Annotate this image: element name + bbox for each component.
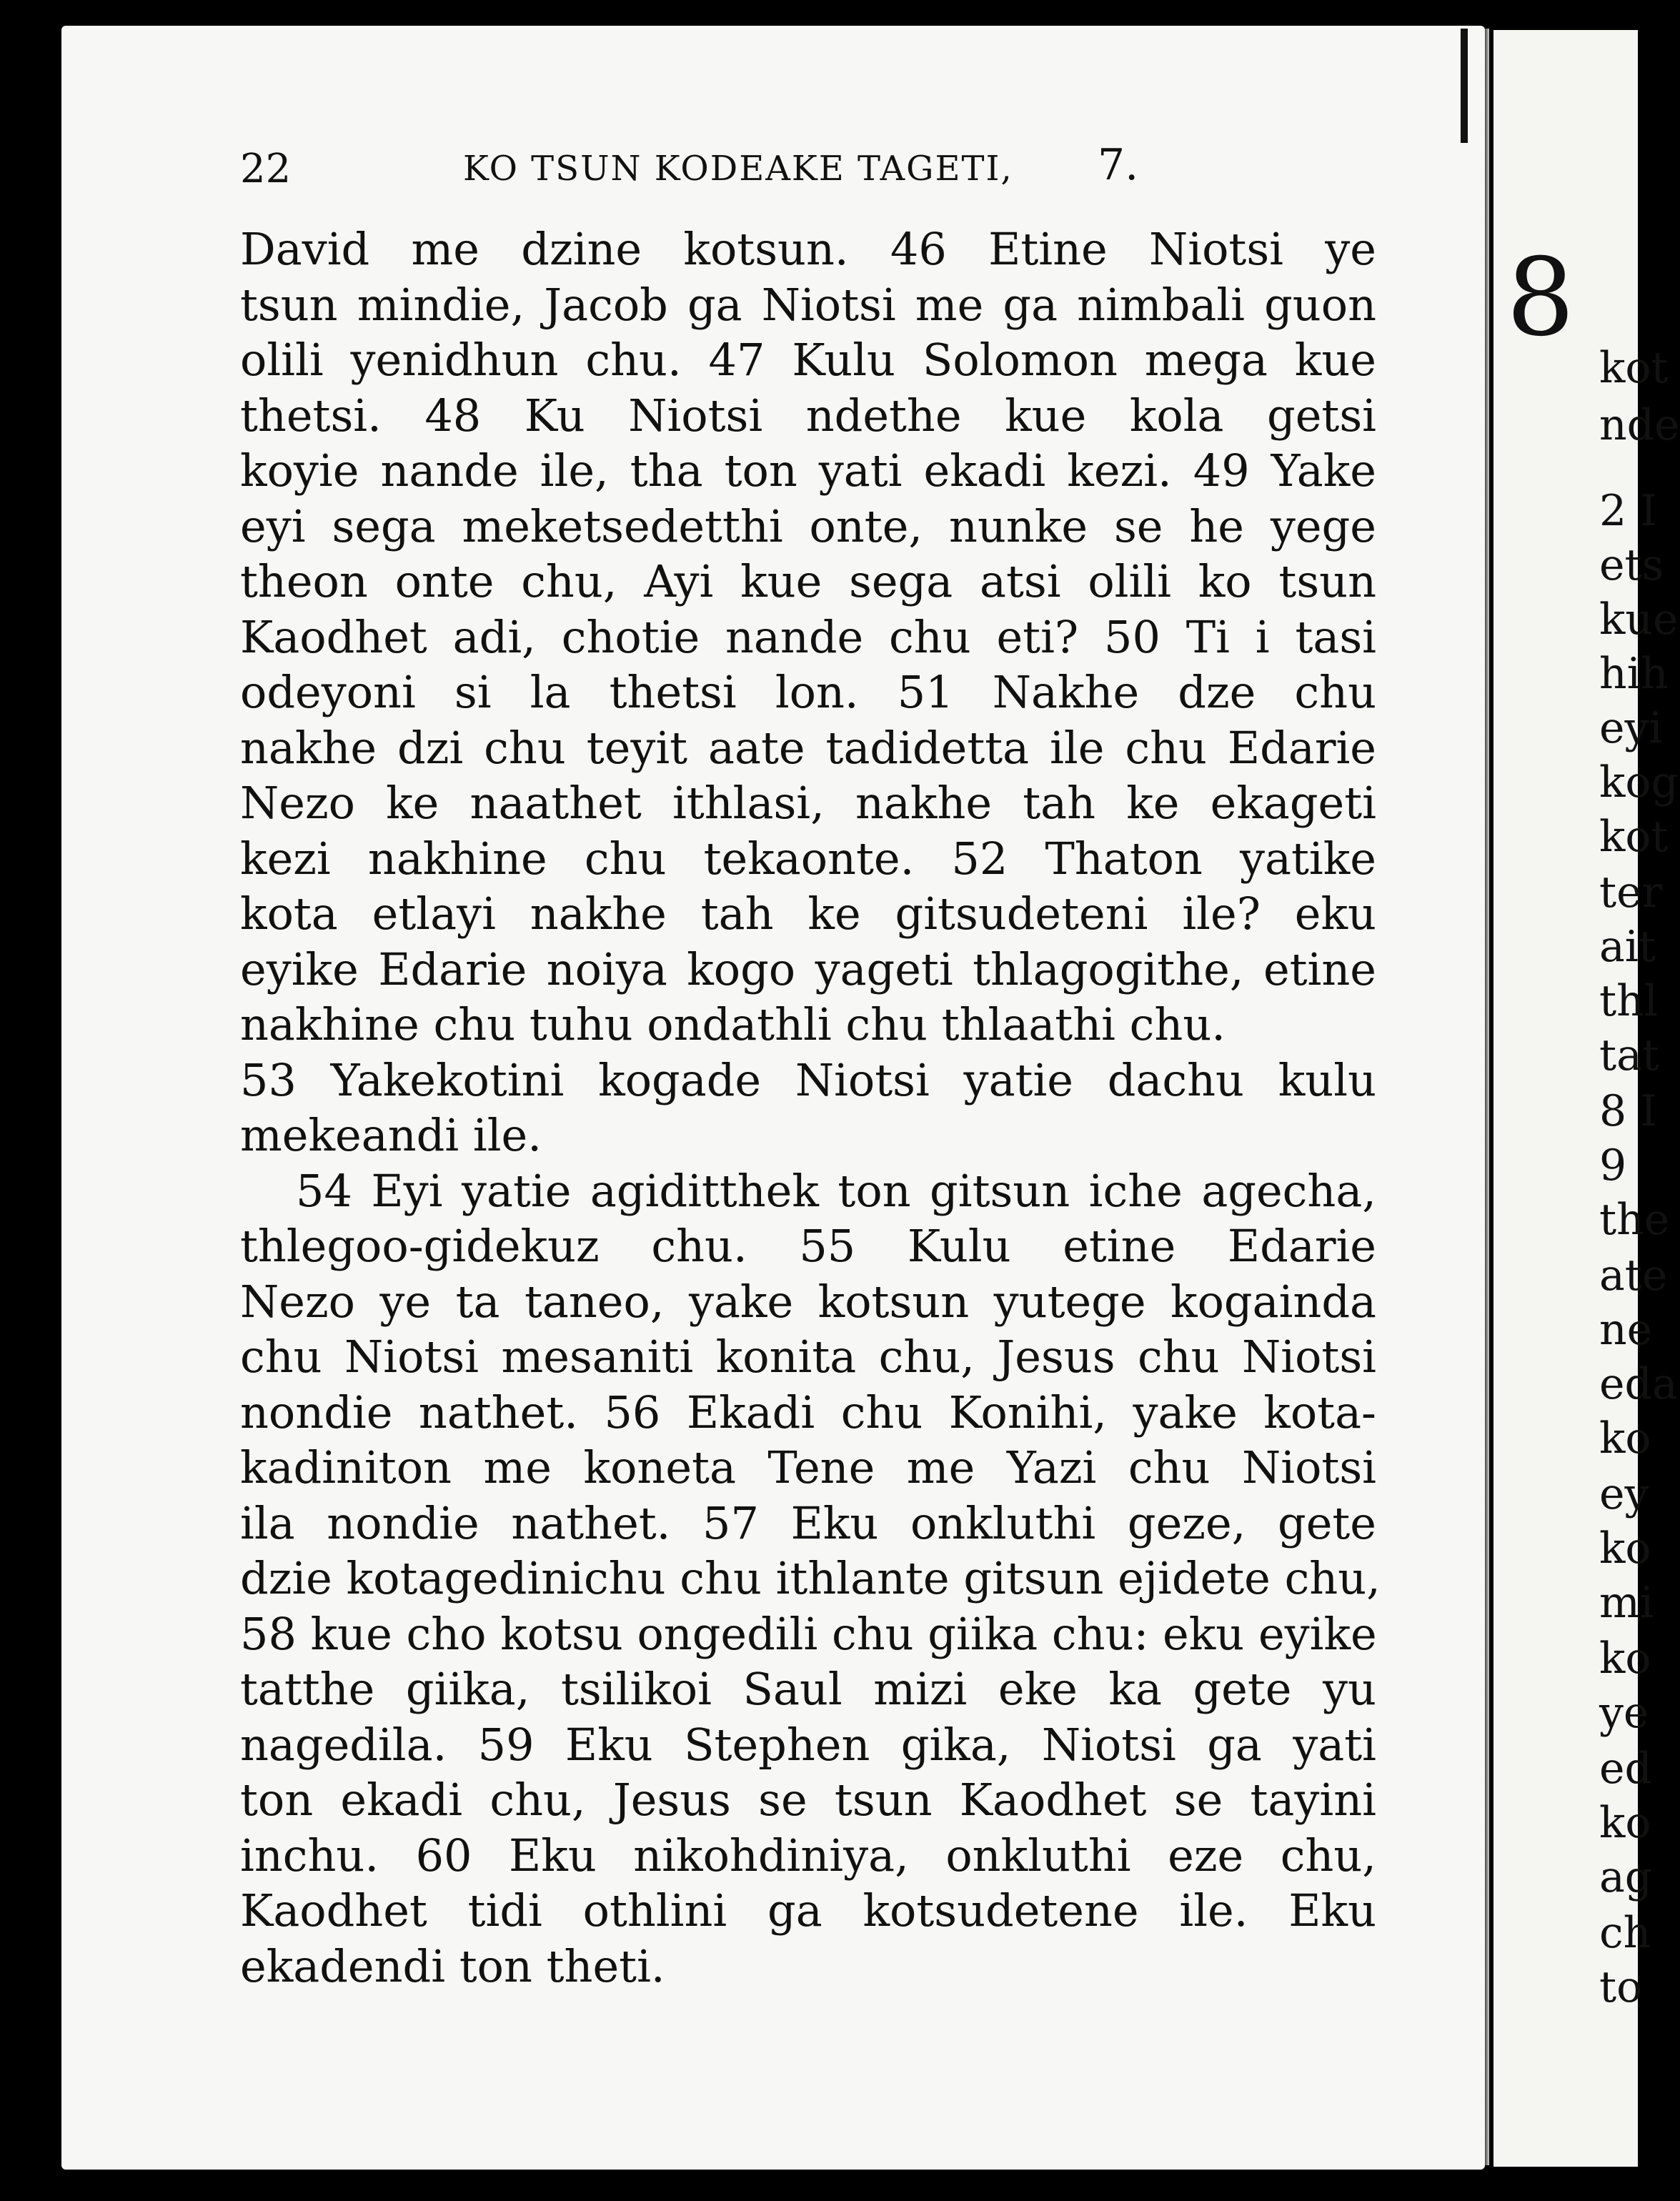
text-line: Nezo ke naathet ithlasi, nakhe tah ke ekageti <box>240 777 1376 829</box>
right-page-line: ag <box>1599 1852 1653 1902</box>
right-page-line: kue <box>1599 595 1679 645</box>
right-page-line: 2 I <box>1599 486 1657 536</box>
right-page-line: ko <box>1599 1524 1651 1574</box>
right-page-line: 8 I <box>1599 1086 1657 1136</box>
right-page-line: ye <box>1599 1688 1649 1738</box>
right-page-line: ter <box>1599 868 1663 918</box>
text-line: odeyoni si la thetsi lon. 51 Nakhe dze chu <box>240 666 1376 718</box>
text-line: chu Niotsi mesaniti konita chu, Jesus chu Niotsi <box>240 1331 1376 1383</box>
text-line: nondie nathet. 56 Ekadi chu Konihi, yake kota- <box>240 1386 1376 1439</box>
text-line: ekadendi ton theti. <box>240 1939 665 1992</box>
text-line: David me dzine kotsun. 46 Etine Niotsi ye <box>240 223 1376 275</box>
text-line: ila nondie nathet. 57 Eku onkluthi geze, gete <box>240 1496 1376 1549</box>
right-page-line: nde <box>1599 400 1680 450</box>
text-line: 54 Eyi yatie agiditthek ton gitsun iche agecha, <box>296 1164 1376 1217</box>
text-line: ton ekadi chu, Jesus se tsun Kaodhet se tayini <box>240 1774 1376 1826</box>
running-header <box>240 140 1369 197</box>
text-line: mekeandi ile. <box>240 1109 542 1161</box>
right-page-line: ey <box>1599 1469 1649 1519</box>
text-line: 53 Yakekotini kogade Niotsi yatie dachu kulu <box>240 1053 1376 1106</box>
running-title: KO TSUN KODEAKE TAGETI, <box>463 149 1013 189</box>
text-line: kadiniton me koneta Tene me Yazi chu Niotsi <box>240 1441 1376 1494</box>
text-line: tatthe giika, tsilikoi Saul mizi eke ka gete yu <box>240 1663 1376 1715</box>
text-line: Kaodhet adi, chotie nande chu eti? 50 Ti i tasi <box>240 610 1376 663</box>
binding-shadow <box>1461 29 1468 143</box>
text-line: nakhe dzi chu teyit aate tadidetta ile chu Edarie <box>240 721 1376 774</box>
right-page-line: ne <box>1599 1305 1653 1355</box>
text-line: dzie kotagedinichu chu ithlante gitsun ejidete chu, <box>240 1552 1381 1604</box>
right-page-line: kot <box>1599 343 1669 393</box>
text-line: 58 kue cho kotsu ongedili chu giika chu: eku eyike <box>240 1607 1377 1660</box>
right-page-line: ko <box>1599 1413 1651 1464</box>
right-page-line: ko <box>1599 1634 1651 1684</box>
text-line: thetsi. 48 Ku Niotsi ndethe kue kola getsi <box>240 389 1376 442</box>
right-page-line: eyi <box>1599 703 1663 753</box>
text-line: eyi sega meketsedetthi onte, nunke se he yege <box>240 500 1376 552</box>
right-page-line: tat <box>1599 1030 1659 1080</box>
right-page-line: kog <box>1599 757 1679 808</box>
right-page-line: eda <box>1599 1359 1678 1409</box>
text-line: eyike Edarie noiya kogo yageti thlagogithe, etine <box>240 943 1376 995</box>
right-page-line: ko <box>1599 1798 1651 1848</box>
chapter-dropcap: 8 <box>1506 236 1575 360</box>
text-line: Kaodhet tidi othlini ga kotsudetene ile. Eku <box>240 1884 1376 1937</box>
right-page-line: 9 <box>1599 1141 1627 1191</box>
right-page-line: hih <box>1599 649 1669 699</box>
text-line: Nezo ye ta taneo, yake kotsun yutege kogainda <box>240 1275 1376 1328</box>
right-page-line: to <box>1599 1962 1643 2012</box>
right-page-line: the <box>1599 1195 1670 1245</box>
right-page-fragment <box>1493 30 1680 2167</box>
right-page-line: ait <box>1599 922 1656 972</box>
right-page-line: ed <box>1599 1744 1652 1794</box>
text-line: nakhine chu tuhu ondathli chu thlaathi chu. <box>240 998 1226 1050</box>
chapter-number: 7. <box>1098 140 1139 190</box>
right-page-line: thl <box>1599 976 1658 1026</box>
text-line: inchu. 60 Eku nikohdiniya, onkluthi eze chu, <box>240 1829 1376 1882</box>
text-line: olili yenidhun chu. 47 Kulu Solomon mega kue <box>240 334 1376 386</box>
text-line: theon onte chu, Ayi kue sega atsi olili ko tsun <box>240 555 1376 607</box>
body-text <box>240 222 1381 1994</box>
page-number: 22 <box>240 146 292 192</box>
text-line: kota etlayi nakhe tah ke gitsudeteni ile? eku <box>240 888 1376 940</box>
text-line: thlegoo-gidekuz chu. 55 Kulu etine Edarie <box>240 1220 1376 1272</box>
text-line: tsun mindie, Jacob ga Niotsi me ga nimbali guon <box>240 278 1376 331</box>
right-page-line: kot <box>1599 812 1669 862</box>
text-line: koyie nande ile, tha ton yati ekadi kezi. 49 Yake <box>240 444 1376 497</box>
right-page-line: ch <box>1599 1908 1651 1958</box>
right-page-line: ets <box>1599 540 1664 590</box>
text-line: nagedila. 59 Eku Stephen gika, Niotsi ga yati <box>240 1718 1376 1771</box>
right-page-line: mi <box>1599 1578 1654 1628</box>
text-line: kezi nakhine chu tekaonte. 52 Thaton yatike <box>240 832 1376 885</box>
right-page-line: ate <box>1599 1251 1668 1301</box>
